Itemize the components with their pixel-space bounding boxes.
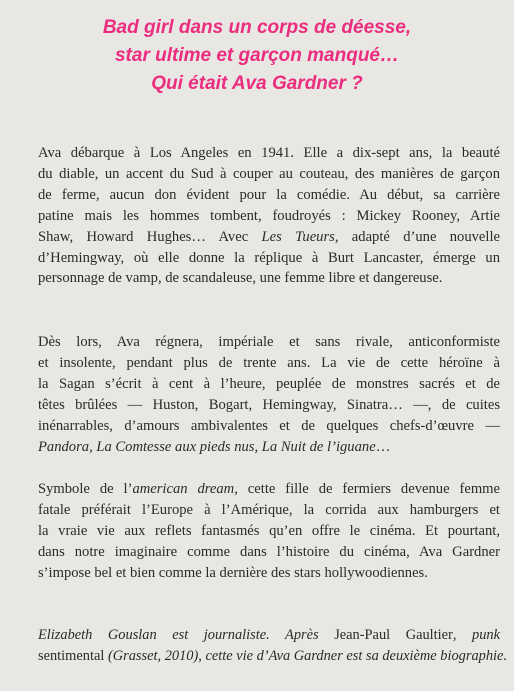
text-line: du diable, un accent du Sud à couper au couteau, des manières de garçon [38,165,500,182]
text-line: la vraie vie aux reflets fantasmés qu’en offre le cinéma. Et pourtant, [38,522,500,539]
text-line [38,625,500,646]
tagline-text: star ultime et garçon manqué… [114,45,399,66]
text-line: patine mais les hommes tombent, foudroyés : Mickey Rooney, Artie [38,207,500,224]
text-line [38,437,500,458]
tagline-emphasis: Bad girl [102,17,174,38]
text-line: têtes brûlées — Huston, Bogart, Hemingway, Sinatra… —, de cuites [38,396,500,413]
tagline-line-1 [20,14,494,42]
text-line [38,227,500,248]
italic-phrase: american dream [132,481,235,497]
text-line: et insolente, pendant plus de trente ans. La vie de cette héroïne à [38,354,500,371]
text-line: personnage de vamp, de scandaleuse, une femme libre et dangereuse. [38,270,443,287]
text-line: dans notre imaginaire comme dans l’histoire du cinéma, Ava Gardner [38,543,500,560]
text-line [38,479,500,500]
text-line: de ferme, aucun don évident pour la comédie. Au début, sa carrière [38,186,500,203]
text-run: (Grasset, 2010), cette vie d’Ava Gardner est sa deuxième biographie. [107,648,508,664]
book-title: sentimental [38,648,108,664]
book-title: Jean-Paul Gaultier [334,627,453,643]
text-line: la Sagan s’écrit à cent à l’heure, peuplée de monstres sacrés et de [38,375,500,392]
paragraph-2 [38,332,500,457]
text-line: s’impose bel et bien comme la dernière des stars hollywoodiennes. [38,564,428,581]
text-line: fatale préférait l’Europe à l’Amérique, la corrida aux hamburgers et [38,501,500,518]
text-run: Symbole de l’ [38,481,133,497]
film-title: Les Tueurs [261,228,335,245]
text-run: Shaw, Howard Hughes… Avec [38,228,262,245]
paragraph-3 [38,479,500,584]
text-run: , punk [452,627,500,643]
text-run: , adapté d’une nouvelle [334,228,501,245]
tagline-text: dans un corps de déesse, [173,17,412,38]
text-run: , cette fille de fermiers devenue femme [234,481,500,497]
text-line [38,646,508,667]
text-run: Elizabeth Gouslan est journaliste. Après [38,627,335,643]
text-line: Dès lors, Ava régnera, impériale et sans rivale, anticonformiste [38,334,500,350]
text-line: inénarrables, d’amours ambivalentes et de quelques chefs-d’œuvre — [38,417,500,434]
text-line: d’Hemingway, où elle donne la réplique à Burt Lancaster, émerge un [38,249,500,266]
author-credit [38,625,508,667]
tagline-line-2 [20,42,494,70]
film-titles: Pandora, La Comtesse aux pieds nus, La Nuit de l’iguane [38,438,376,455]
tagline-line-3 [20,70,494,98]
text-line: Ava débarque à Los Angeles en 1941. Elle a dix-sept ans, la beauté [38,145,500,161]
paragraph-1 [38,143,500,289]
text-run: … [375,438,391,455]
tagline-text: Qui était Ava Gardner ? [151,73,363,94]
tagline [20,14,494,98]
